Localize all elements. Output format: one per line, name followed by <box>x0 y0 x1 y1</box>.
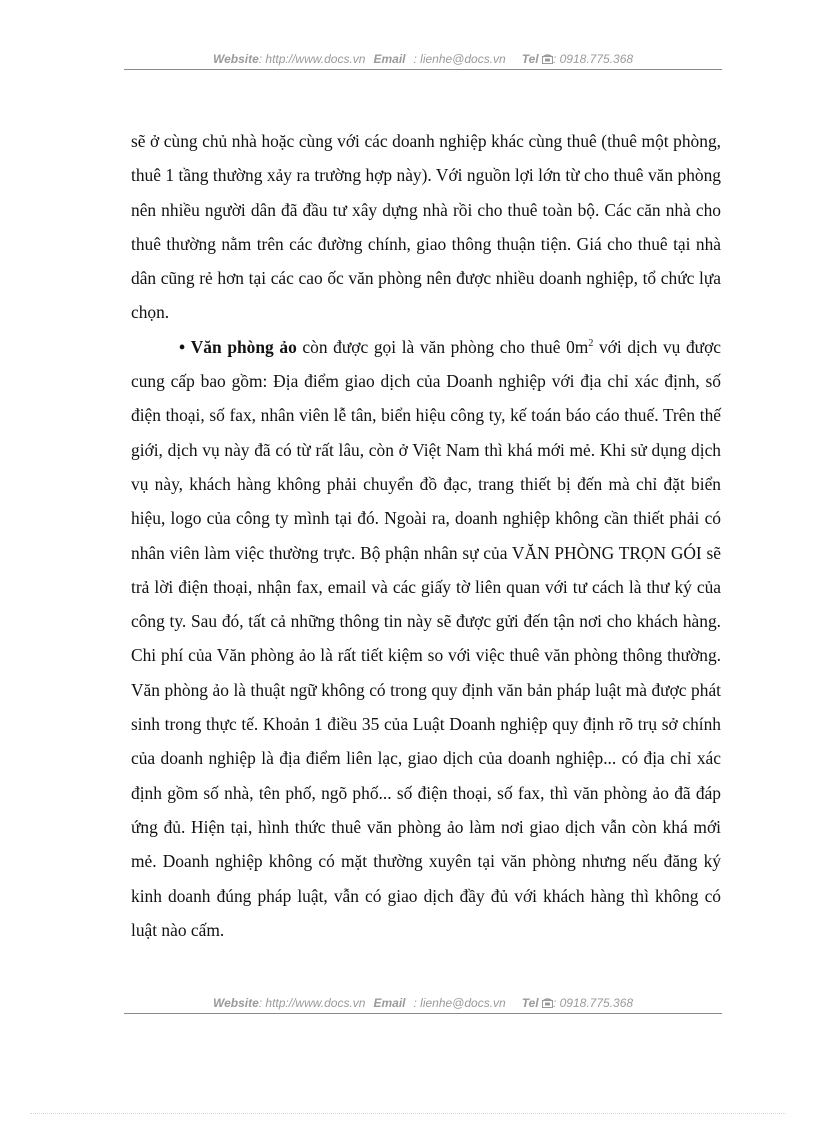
website-link[interactable]: : http://www.docs.vn <box>258 996 366 1010</box>
tel-label: Tel <box>521 52 539 66</box>
bullet-term: Văn phòng ảo <box>190 336 297 357</box>
bullet-text-part-a: còn được gọi là văn phòng cho thuê 0m <box>296 336 589 357</box>
phone-icon <box>542 996 553 1010</box>
email-label: Email <box>373 996 406 1010</box>
bullet-icon: • <box>179 336 186 357</box>
document-body <box>131 124 721 947</box>
tel-label: Tel <box>521 996 539 1010</box>
paragraph-1: sẽ ở cùng chủ nhà hoặc cùng với các doanh nghiệp khác cùng thuê (thuê một phòng, thuê 1 tầng thường xảy ra trường hợp này). Với nguồn lợi lớn từ cho thuê văn phòng nên nhiều người dân đã đầu tư xây dựng nhà rồi cho thuê toàn bộ. Các căn nhà cho thuê thường nằm trên các đường chính, giao thông thuận tiện. Giá cho thuê tại nhà dân cũng rẻ hơn tại các cao ốc văn phòng nên được nhiều doanh nghiệp, tổ chức lựa chọn. <box>131 131 721 323</box>
website-label: Website <box>212 52 259 66</box>
tel-value: : 0918.775.368 <box>552 52 634 66</box>
phone-icon <box>542 52 553 66</box>
email-link[interactable]: : lienhe@docs.vn <box>413 52 506 66</box>
page-footer <box>124 996 722 1014</box>
page-header <box>124 52 722 70</box>
email-link[interactable]: : lienhe@docs.vn <box>413 996 506 1010</box>
superscript-2: 2 <box>588 337 594 349</box>
website-label: Website <box>212 996 259 1010</box>
bullet-text-part-b: với dịch vụ được cung cấp bao gồm: Địa điểm giao dịch của Doanh nghiệp với địa chỉ xác định, số điện thoại, số fax, nhân viên lễ tân, biển hiệu công ty, kế toán báo cáo thuế. Trên thế giới, dịch vụ này đã có từ rất lâu, còn ở Việt Nam thì khá mới mẻ. Khi sử dụng dịch vụ này, khách hàng không phải chuyển đồ đạc, trang thiết bị đến mà chỉ đặt biển hiệu, logo của công ty mình tại đó. Ngoài ra, doanh nghiệp không cần thiết phải có nhân viên làm việc thường trực. Bộ phận nhân sự của VĂN PHÒNG TRỌN GÓI sẽ trả lời điện thoại, nhận fax, email và các giấy tờ liên quan với tư cách là thư ký của công ty. Sau đó, tất cả những thông tin này sẽ được gửi đến tận nơi cho khách hàng. Chi phí của Văn phòng ảo là rất tiết kiệm so với việc thuê văn phòng thông thường. Văn phòng ảo là thuật ngữ không có trong quy định văn bản pháp luật mà được phát sinh trong thực tế. Khoản 1 điều 35 của Luật Doanh nghiệp quy định rõ trụ sở chính của doanh nghiệp là địa điểm liên lạc, giao dịch của doanh nghiệp... có địa chỉ xác định gồm số nhà, tên phố, ngõ phố... số điện thoại, số fax, thì văn phòng ảo đã đáp ứng đủ. Hiện tại, hình thức thuê văn phòng ảo làm nơi giao dịch vẫn còn khá mới mẻ. Doanh nghiệp không có mặt thường xuyên tại văn phòng nhưng nếu đăng ký kinh doanh đúng pháp luật, vẫn có giao dịch đầy đủ với khách hàng thì không có luật nào cấm. <box>131 336 722 940</box>
website-link[interactable]: : http://www.docs.vn <box>258 52 366 66</box>
email-label: Email <box>373 52 406 66</box>
page-bottom-divider <box>30 1113 786 1114</box>
tel-value: : 0918.775.368 <box>552 996 634 1010</box>
bullet-paragraph <box>131 330 721 947</box>
